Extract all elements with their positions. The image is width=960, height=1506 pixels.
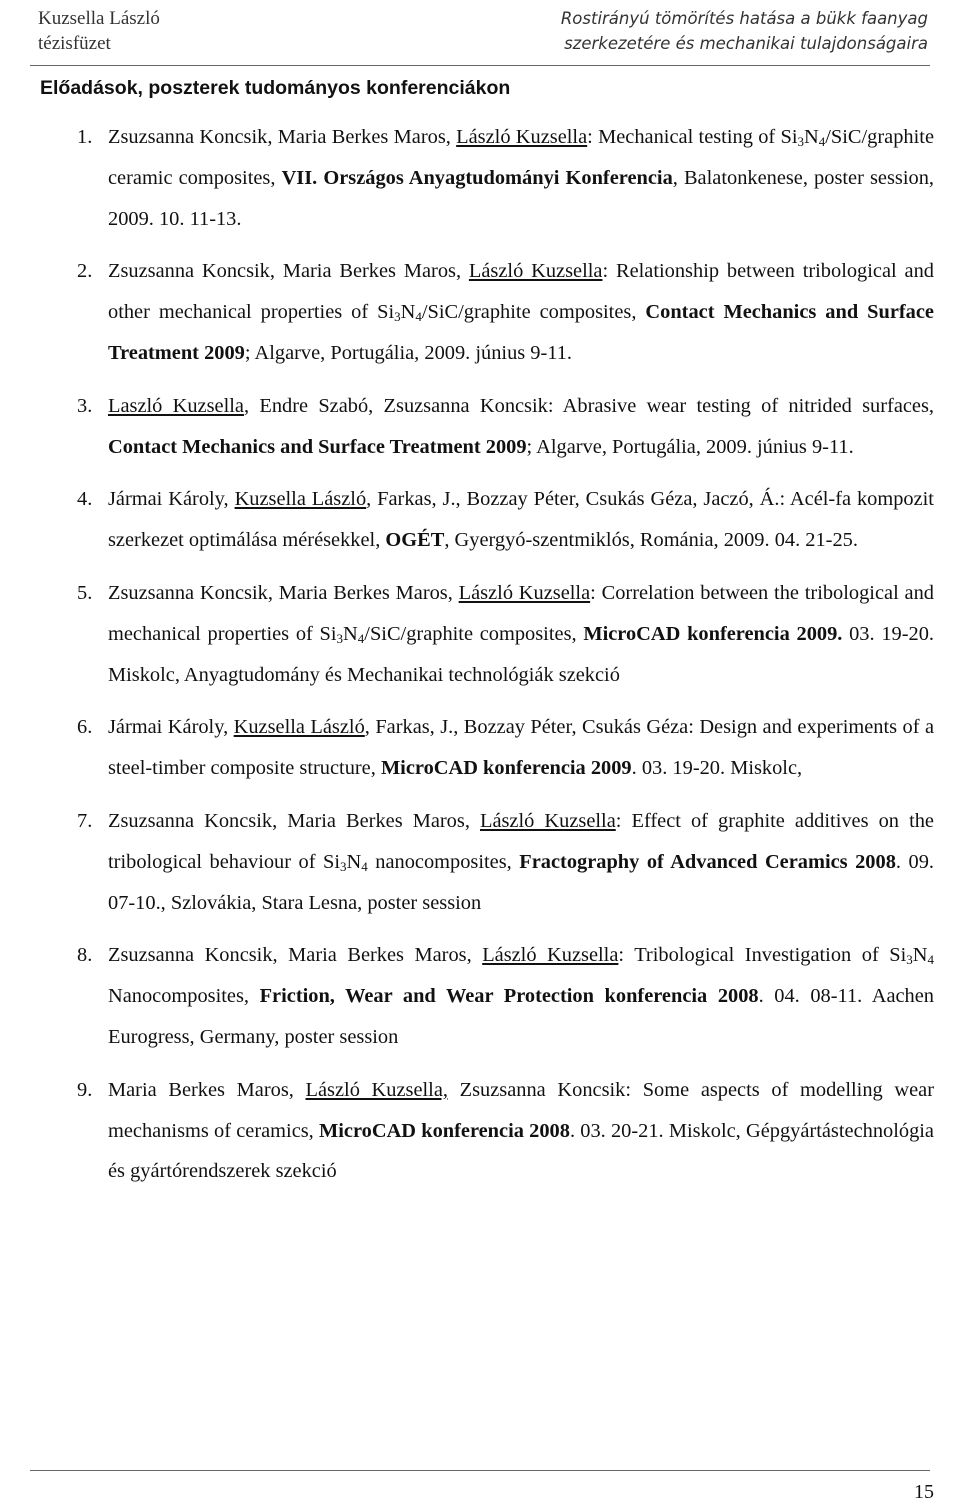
highlighted-author: Kuzsella László [234, 488, 367, 511]
list-item [77, 251, 934, 373]
item-text: , Balatonkenese, poster session, 2009. 10. 11-13. [108, 166, 934, 230]
subscript: 3 [336, 630, 344, 646]
item-text: : Mechanical testing of Si [587, 126, 798, 148]
item-text: . 04. 08-11. Aachen Eurogress, Germany, poster session [108, 985, 934, 1048]
item-text: Zsuzsanna Koncsik, Maria Berkes Maros, [108, 944, 483, 967]
conference-name: VII. Országos Anyagtudományi Konferencia [281, 166, 673, 189]
item-number: 6. [77, 716, 93, 739]
item-text: Zsuzsanna Koncsik, Maria Berkes Maros, [108, 809, 480, 832]
subscript: 3 [340, 858, 347, 874]
item-text: . 03. 19-20. Miskolc, [631, 757, 803, 780]
item-text: Nanocomposites, [108, 985, 260, 1008]
conference-name: Friction, Wear and Wear Protection konferencia 2008 [259, 985, 759, 1008]
item-number: 3. [77, 394, 93, 417]
item-text: : Relationship between tribological and other mechanical properties of Si [108, 260, 934, 324]
header-divider [30, 65, 930, 66]
list-item [77, 386, 934, 468]
item-text: : Effect of graphite additives on the tribological behaviour of Si [108, 809, 934, 873]
highlighted-author: László Kuzsella [482, 944, 619, 967]
header-doc-type: tézisfüzet [38, 33, 111, 54]
highlighted-author: László Kuzsella [468, 260, 603, 283]
item-number: 9. [77, 1078, 93, 1101]
item-number: 1. [77, 126, 93, 148]
header-author: Kuzsella László [38, 8, 160, 29]
item-text: : Correlation between the tribological and mechanical properties of Si [108, 581, 934, 645]
item-text: 03. 19-20. Miskolc, Anyagtudomány és Mechanikai technológiák szekció [108, 622, 934, 686]
list-item [77, 707, 934, 789]
item-text: N [912, 944, 928, 967]
item-number: 4. [77, 488, 93, 511]
highlighted-author: László Kuzsella [458, 581, 591, 604]
conference-name: MicroCAD konferencia 2009 [380, 757, 632, 780]
list-item [77, 117, 934, 239]
header-left [38, 6, 160, 56]
item-text: , Gyergyó-szentmiklós, Románia, 2009. 04. 21-25. [444, 529, 858, 552]
highlighted-author: Laszló Kuzsella [108, 394, 244, 417]
highlighted-author: László Kuzsella [479, 809, 616, 832]
conference-name: Fractography of Advanced Ceramics 2008 [519, 850, 896, 873]
highlighted-author: László Kuzsella [456, 126, 588, 148]
item-text: N [346, 850, 362, 873]
item-text: Jármai Károly, [108, 716, 234, 739]
subscript: 3 [906, 952, 913, 968]
item-number: 2. [77, 260, 93, 283]
footer-divider [30, 1470, 930, 1471]
item-text: nanocomposites, [367, 850, 520, 873]
conference-name: OGÉT [385, 529, 445, 552]
item-text: /SiC/graphite composites, [364, 622, 584, 645]
list-item [77, 935, 934, 1057]
item-text: . 09. 07-10., Szlovákia, Stara Lesna, poster session [108, 850, 934, 914]
list-item [77, 801, 934, 923]
item-text: : Tribological Investigation of Si [618, 944, 907, 967]
subscript: 4 [357, 630, 365, 646]
page-header [0, 0, 960, 66]
header-title-line2: szerkezetére és mechanikai tulajdonságaira [564, 34, 928, 53]
highlighted-author: László Kuzsella, [305, 1078, 448, 1101]
item-text: N [343, 622, 358, 645]
item-number: 8. [77, 944, 93, 967]
conference-name: MicroCAD konferencia 2008 [319, 1119, 570, 1142]
item-text: ; Algarve, Portugália, 2009. június 9-11. [244, 341, 573, 364]
item-text: , Farkas, J., Bozzay Péter, Csukás Géza, Jaczó, Á.: Acél-fa kompozit szerkezet optimálása mérésekkel, [108, 488, 934, 552]
item-text: ; Algarve, Portugália, 2009. június 9-11. [526, 435, 854, 458]
item-number: 7. [77, 809, 93, 832]
subscript: 4 [818, 134, 826, 149]
conference-name: Contact Mechanics and Surface Treatment 2009 [108, 435, 527, 458]
subscript: 3 [394, 309, 401, 325]
conference-name: MicroCAD konferencia 2009. [583, 622, 843, 645]
subscript: 4 [361, 858, 368, 874]
publication-list [0, 117, 960, 1204]
subscript: 3 [797, 134, 805, 149]
page-number: 15 [914, 1481, 934, 1503]
item-text: , Farkas, J., Bozzay Péter, Csukás Géza: Design and experiments of a steel-timber composite structure, [108, 716, 934, 780]
list-item [77, 479, 934, 561]
item-number: 5. [77, 581, 93, 604]
subscript: 4 [927, 952, 934, 968]
subscript: 4 [415, 309, 422, 325]
item-text: Jármai Károly, [108, 488, 235, 511]
item-text: . 03. 20-21. Miskolc, Gépgyártástechnológia és gyártórendszerek szekció [108, 1119, 934, 1183]
header-title-line1: Rostirányú tömörítés hatása a bükk faanyag [560, 9, 928, 28]
section-title: Előadások, poszterek tudományos konferenciákon [40, 77, 511, 99]
highlighted-author: Kuzsella László [233, 716, 365, 739]
item-text: Zsuzsanna Koncsik, Maria Berkes Maros, [108, 126, 457, 148]
item-text: Zsuzsanna Koncsik, Maria Berkes Maros, [108, 581, 459, 604]
item-text: N [804, 126, 819, 148]
item-text: , Endre Szabó, Zsuzsanna Koncsik: Abrasive wear testing of nitrided surfaces, [243, 394, 934, 417]
item-text: /SiC/graphite composites, [421, 301, 646, 324]
conference-name: Contact Mechanics and Surface Treatment 2009 [108, 301, 934, 364]
item-text: Zsuzsanna Koncsik: Some aspects of modelling wear mechanisms of ceramics, [108, 1078, 934, 1142]
header-right [561, 6, 928, 56]
item-text: /SiC/graphite ceramic composites, [108, 126, 934, 189]
list-item [77, 573, 934, 695]
item-text: N [400, 301, 416, 324]
item-text: Maria Berkes Maros, [108, 1078, 306, 1101]
list-item [77, 1070, 934, 1192]
item-text: Zsuzsanna Koncsik, Maria Berkes Maros, [108, 260, 469, 283]
